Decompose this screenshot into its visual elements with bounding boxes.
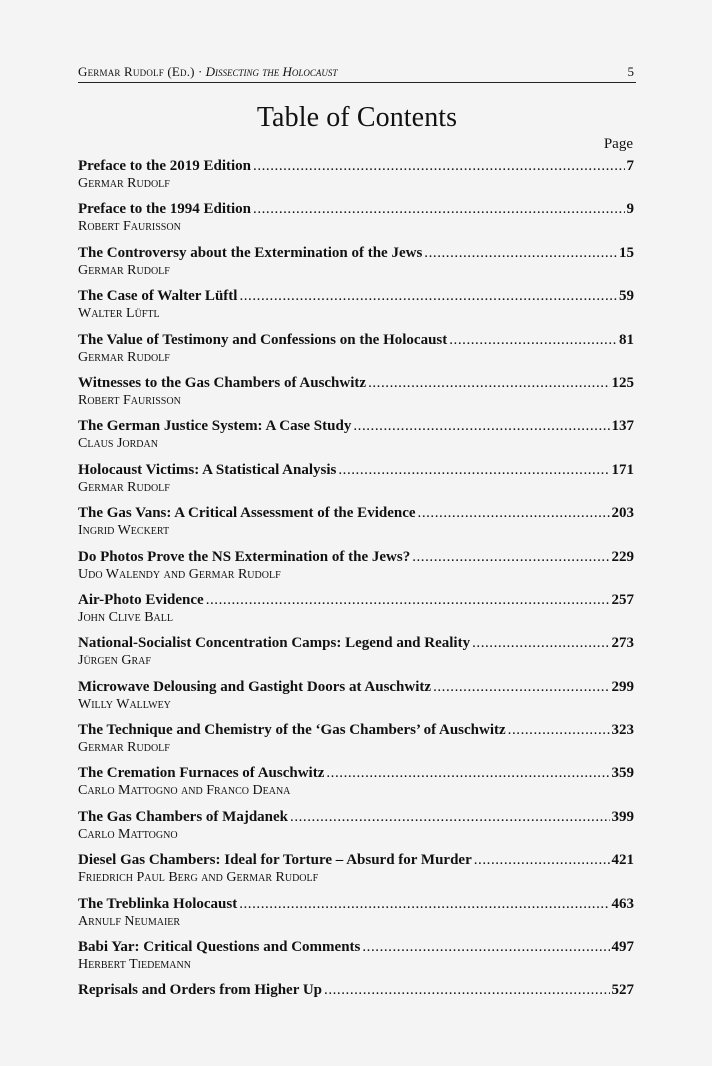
dot-leader bbox=[433, 678, 609, 696]
toc-entry-page: 81 bbox=[619, 331, 634, 348]
toc-entry-title: Preface to the 2019 Edition bbox=[78, 158, 252, 174]
toc-entry-title: Holocaust Victims: A Statistical Analysis bbox=[78, 461, 337, 478]
dot-leader bbox=[324, 981, 609, 999]
toc-title: Table of Contents bbox=[256, 102, 458, 133]
toc-entry-author: Arnulf Neumaier bbox=[78, 913, 181, 929]
toc-entry bbox=[78, 417, 636, 460]
toc-entry bbox=[78, 200, 636, 243]
dot-leader bbox=[449, 331, 617, 349]
dot-leader bbox=[206, 591, 610, 609]
toc-entry-page: 59 bbox=[619, 288, 634, 305]
dot-leader bbox=[362, 938, 609, 956]
toc-entry-author: Friedrich Paul Berg and Germar Rudolf bbox=[78, 870, 319, 886]
toc-entry bbox=[78, 678, 636, 721]
toc-entry-title: The Treblinka Holocaust bbox=[78, 895, 238, 912]
toc-entry-line bbox=[78, 417, 636, 435]
toc-entry-author: Germar Rudolf bbox=[78, 176, 170, 191]
toc-entry-title: The Case of Walter Lüftl bbox=[78, 288, 238, 305]
header-separator: · bbox=[197, 64, 203, 79]
dot-leader bbox=[424, 244, 617, 262]
dot-leader bbox=[239, 895, 609, 913]
toc-entry-line bbox=[78, 157, 636, 175]
page-column-label: Page bbox=[603, 136, 633, 152]
toc-entry-line bbox=[78, 461, 636, 479]
toc-entry-author: Germar Rudolf bbox=[78, 740, 170, 756]
toc-entries bbox=[78, 157, 636, 1025]
dot-leader bbox=[353, 417, 609, 435]
toc-entry bbox=[78, 634, 636, 677]
toc-entry bbox=[78, 504, 636, 547]
toc-entry-line bbox=[78, 895, 636, 913]
toc-entry-title: Witnesses to the Gas Chambers of Auschwitz bbox=[78, 374, 367, 391]
toc-entry bbox=[78, 287, 636, 330]
dot-leader bbox=[253, 157, 624, 175]
toc-entry-title: National-Socialist Concentration Camps: Legend and Reality bbox=[78, 635, 471, 652]
toc-entry-line bbox=[78, 591, 636, 609]
toc-entry-line bbox=[78, 548, 636, 566]
dot-leader bbox=[290, 808, 609, 826]
toc-entry bbox=[78, 895, 636, 938]
toc-entry bbox=[78, 721, 636, 764]
dot-leader bbox=[412, 548, 609, 566]
toc-entry-title: Babi Yar: Critical Questions and Comments bbox=[78, 939, 361, 956]
toc-entry-line bbox=[78, 331, 636, 349]
toc-entry-title: The Technique and Chemistry of the ‘Gas Chambers’ of Auschwitz bbox=[78, 722, 506, 739]
toc-entry-page: 497 bbox=[611, 939, 634, 956]
toc-entry-author: Walter Lüftl bbox=[78, 306, 160, 322]
toc-entry-author: Germar Rudolf bbox=[78, 262, 170, 278]
toc-entry-line bbox=[78, 374, 636, 392]
toc-entry-title: The Gas Chambers of Majdanek bbox=[78, 808, 289, 825]
toc-entry-page: 273 bbox=[611, 635, 634, 652]
toc-entry-title: The German Justice System: A Case Study bbox=[78, 418, 352, 435]
toc-entry-line bbox=[78, 851, 636, 869]
toc-entry-title: Do Photos Prove the NS Extermination of the Jews? bbox=[78, 548, 411, 565]
header-book-title: Dissecting the Holocaust bbox=[205, 64, 338, 79]
toc-entry-author: Carlo Mattogno bbox=[78, 826, 178, 842]
toc-entry-author: John Clive Ball bbox=[78, 609, 173, 625]
running-header bbox=[78, 60, 636, 83]
toc-entry bbox=[78, 981, 636, 1024]
toc-entry-line bbox=[78, 981, 636, 999]
toc-entry-line bbox=[78, 808, 636, 826]
toc-entry-line bbox=[78, 200, 636, 218]
toc-entry-page: 527 bbox=[611, 982, 634, 999]
toc-entry-page: 9 bbox=[626, 201, 634, 218]
toc-entry-line bbox=[78, 244, 636, 262]
toc-entry-title: Air-Photo Evidence bbox=[78, 591, 204, 608]
toc-entry-page: 125 bbox=[611, 374, 634, 391]
toc-entry-title: Reprisals and Orders from Higher Up bbox=[78, 982, 323, 999]
toc-entry-title: The Gas Vans: A Critical Assessment of the Evidence bbox=[78, 505, 416, 522]
toc-entry-page: 137 bbox=[611, 418, 634, 435]
toc-entry-line bbox=[78, 721, 636, 739]
toc-entry bbox=[78, 461, 636, 504]
toc-entry-title: The Value of Testimony and Confessions on the Holocaust bbox=[78, 331, 448, 348]
document-page bbox=[78, 60, 636, 1025]
dot-leader bbox=[253, 200, 624, 218]
dot-leader bbox=[338, 461, 609, 479]
toc-entry-page: 299 bbox=[611, 678, 634, 695]
header-left bbox=[78, 64, 337, 80]
toc-entry-author: Ingrid Weckert bbox=[78, 523, 170, 539]
toc-entry-title: Diesel Gas Chambers: Ideal for Torture – Absurd for Murder bbox=[78, 852, 472, 869]
toc-entry-line bbox=[78, 678, 636, 696]
toc-entry-author: Herbert Tiedemann bbox=[78, 957, 191, 973]
dot-leader bbox=[508, 721, 610, 739]
toc-entry bbox=[78, 331, 636, 374]
dot-leader bbox=[239, 287, 617, 305]
toc-entry bbox=[78, 548, 636, 591]
toc-entry-line bbox=[78, 504, 636, 522]
toc-entry bbox=[78, 851, 636, 894]
toc-entry-author: Claus Jordan bbox=[78, 436, 158, 452]
toc-entry bbox=[78, 808, 636, 851]
toc-entry-author: Willy Wallwey bbox=[78, 696, 171, 712]
toc-entry-author: Germar Rudolf bbox=[78, 349, 170, 365]
toc-entry-line bbox=[78, 938, 636, 956]
toc-entry-page: 203 bbox=[611, 505, 634, 522]
toc-entry-author: Robert Faurisson bbox=[78, 219, 181, 235]
toc-entry-page: 463 bbox=[611, 895, 634, 912]
dot-leader bbox=[326, 764, 609, 782]
toc-entry-line bbox=[78, 287, 636, 305]
toc-entry-page: 7 bbox=[626, 158, 634, 174]
header-page-number: 5 bbox=[627, 64, 634, 79]
toc-entry bbox=[78, 938, 636, 981]
dot-leader bbox=[368, 374, 609, 392]
toc-entry-page: 399 bbox=[611, 808, 634, 825]
toc-entry-line bbox=[78, 634, 636, 652]
toc-entry bbox=[78, 157, 636, 200]
toc-entry-page: 421 bbox=[611, 852, 634, 869]
toc-entry-page: 323 bbox=[611, 722, 634, 739]
toc-entry-title: Microwave Delousing and Gastight Doors at Auschwitz bbox=[78, 678, 432, 695]
toc-entry-page: 229 bbox=[611, 548, 634, 565]
toc-entry-page: 171 bbox=[611, 461, 634, 478]
toc-entry-line bbox=[78, 764, 636, 782]
toc-entry-author: Carlo Mattogno and Franco Deana bbox=[78, 783, 291, 799]
toc-entry bbox=[78, 764, 636, 807]
dot-leader bbox=[474, 851, 610, 869]
toc-entry-page: 257 bbox=[611, 591, 634, 608]
toc-entry-author: Udo Walendy and Germar Rudolf bbox=[78, 566, 281, 582]
toc-entry bbox=[78, 374, 636, 417]
toc-entry-page: 359 bbox=[611, 765, 634, 782]
toc-entry bbox=[78, 244, 636, 287]
toc-entry-title: The Controversy about the Extermination of the Jews bbox=[78, 244, 423, 261]
toc-entry bbox=[78, 591, 636, 634]
toc-entry-title: The Cremation Furnaces of Auschwitz bbox=[78, 765, 325, 782]
dot-leader bbox=[418, 504, 610, 522]
toc-entry-title: Preface to the 1994 Edition bbox=[78, 201, 252, 218]
toc-entry-author: Jürgen Graf bbox=[78, 653, 151, 669]
toc-entry-author: Robert Faurisson bbox=[78, 392, 181, 408]
toc-entry-author: Germar Rudolf bbox=[78, 479, 170, 495]
header-author: Germar Rudolf (Ed.) bbox=[78, 64, 195, 79]
toc-entry-page: 15 bbox=[619, 244, 634, 261]
dot-leader bbox=[472, 634, 609, 652]
